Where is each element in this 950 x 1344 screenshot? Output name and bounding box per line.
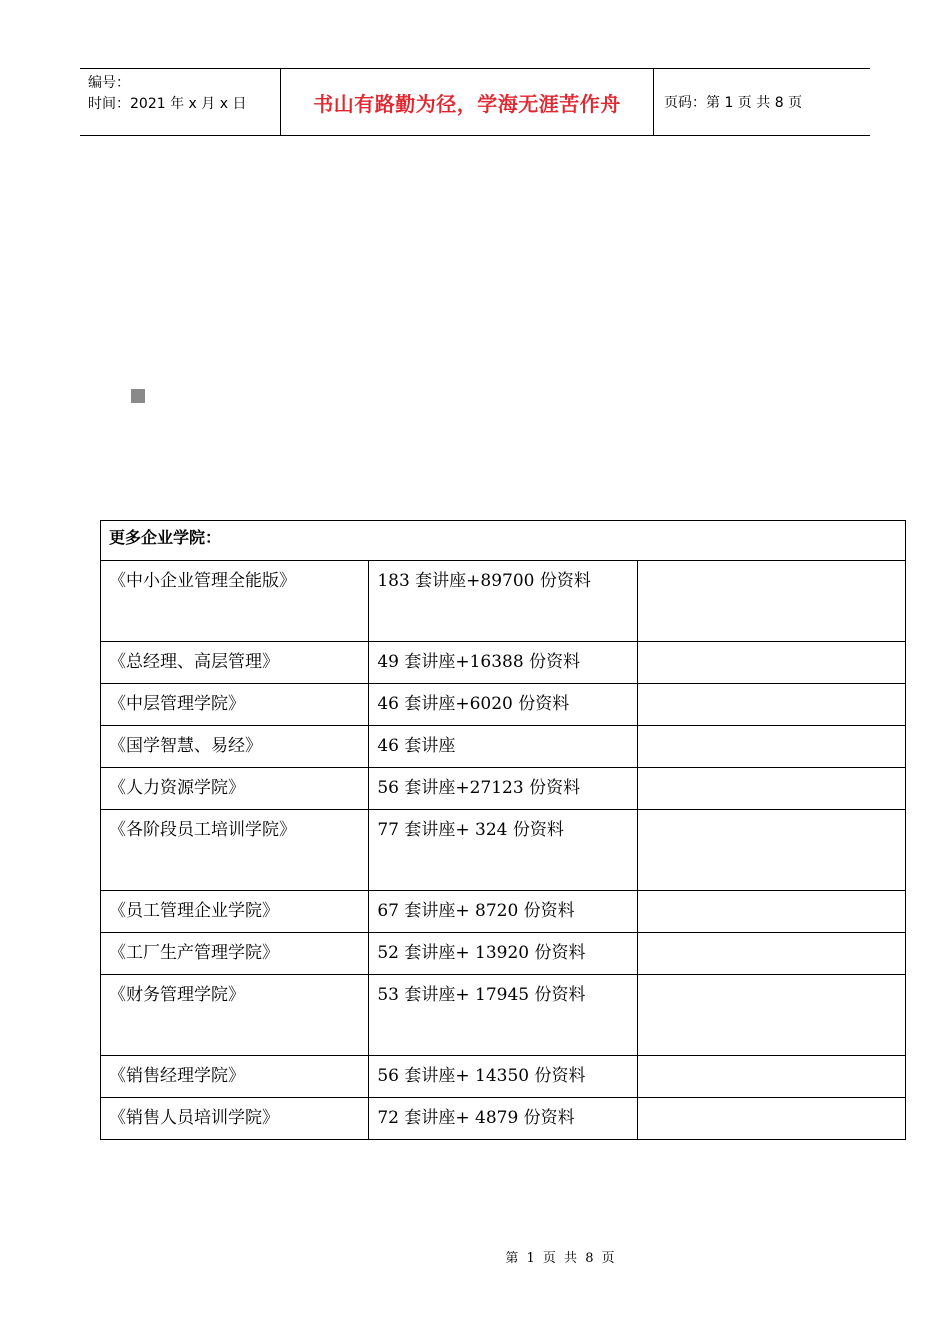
course-name: 《销售人员培训学院》 — [101, 1098, 369, 1140]
table-row — [101, 768, 906, 810]
table-row — [101, 561, 906, 642]
course-note — [637, 810, 905, 891]
course-detail: 67 套讲座+ 8720 份资料 — [369, 891, 637, 933]
table-row — [101, 810, 906, 891]
table-header-row — [101, 521, 906, 561]
course-note — [637, 891, 905, 933]
course-detail: 46 套讲座+6020 份资料 — [369, 684, 637, 726]
table-row — [101, 933, 906, 975]
time-label: 时间：2021 年 x 月 x 日 — [88, 96, 247, 112]
table-row — [101, 975, 906, 1056]
course-note — [637, 768, 905, 810]
table-row — [101, 684, 906, 726]
course-name: 《总经理、高层管理》 — [101, 642, 369, 684]
course-note — [637, 1098, 905, 1140]
course-table — [100, 520, 906, 1140]
course-note — [637, 561, 905, 642]
table-title: 更多企业学院： — [101, 521, 906, 561]
course-note — [637, 1056, 905, 1098]
table-row — [101, 1056, 906, 1098]
square-bullet-icon — [131, 389, 145, 403]
page-info-text: 页码：第 1 页 共 8 页 — [664, 95, 803, 111]
course-detail: 53 套讲座+ 17945 份资料 — [369, 975, 637, 1056]
course-detail: 56 套讲座+ 14350 份资料 — [369, 1056, 637, 1098]
course-name: 《各阶段员工培训学院》 — [101, 810, 369, 891]
course-note — [637, 684, 905, 726]
course-name: 《中小企业管理全能版》 — [101, 561, 369, 642]
table-row — [101, 642, 906, 684]
course-name: 《销售经理学院》 — [101, 1056, 369, 1098]
header-motto-cell — [281, 69, 654, 135]
table-row — [101, 726, 906, 768]
course-name: 《中层管理学院》 — [101, 684, 369, 726]
course-note — [637, 642, 905, 684]
course-detail: 52 套讲座+ 13920 份资料 — [369, 933, 637, 975]
course-detail: 56 套讲座+27123 份资料 — [369, 768, 637, 810]
header-page-info — [654, 69, 870, 135]
course-detail: 46 套讲座 — [369, 726, 637, 768]
motto-text: 书山有路勤为径，学海无涯苦作舟 — [313, 91, 621, 116]
course-detail: 77 套讲座+ 324 份资料 — [369, 810, 637, 891]
course-name: 《人力资源学院》 — [101, 768, 369, 810]
serial-label: 编号： — [88, 75, 130, 91]
page-header — [80, 68, 870, 136]
course-detail: 183 套讲座+89700 份资料 — [369, 561, 637, 642]
course-note — [637, 933, 905, 975]
course-detail: 49 套讲座+16388 份资料 — [369, 642, 637, 684]
course-name: 《财务管理学院》 — [101, 975, 369, 1056]
course-name: 《员工管理企业学院》 — [101, 891, 369, 933]
table-row — [101, 891, 906, 933]
header-meta — [80, 69, 281, 135]
course-note — [637, 975, 905, 1056]
course-detail: 72 套讲座+ 4879 份资料 — [369, 1098, 637, 1140]
table-row — [101, 1098, 906, 1140]
course-note — [637, 726, 905, 768]
page-footer: 第 1 页 共 8 页 — [505, 1251, 615, 1266]
course-name: 《工厂生产管理学院》 — [101, 933, 369, 975]
course-name: 《国学智慧、易经》 — [101, 726, 369, 768]
